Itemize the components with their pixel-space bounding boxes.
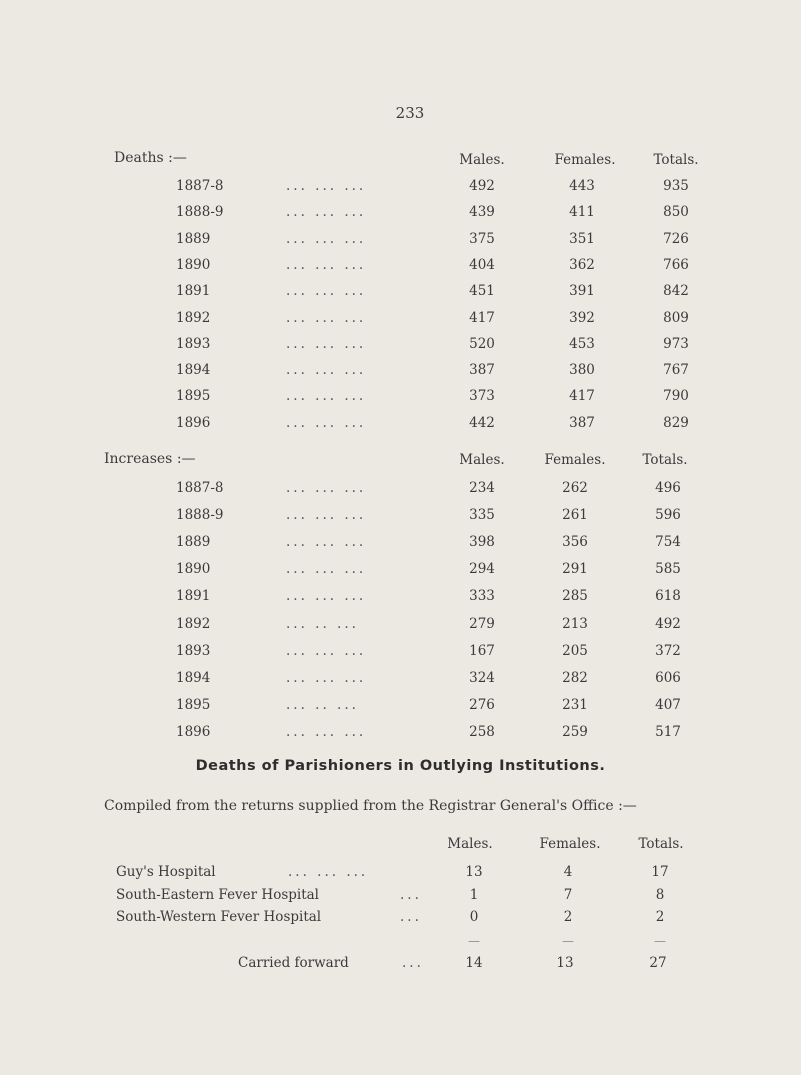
increases-row	[0, 697, 801, 723]
inst-males: 13	[465, 864, 483, 880]
increases-dots: ... ... ...	[286, 561, 367, 578]
deaths-males: 451	[469, 283, 495, 300]
increases-totals: 492	[655, 615, 681, 632]
inst-males: 1	[469, 886, 479, 903]
deaths-totals: 809	[663, 309, 689, 326]
increases-label: 1890	[176, 561, 211, 578]
deaths-totals: 767	[663, 362, 689, 379]
increases-totals: 372	[655, 642, 681, 659]
deaths-label: 1895	[176, 388, 211, 405]
increases-label: 1889	[176, 534, 211, 551]
deaths-females: 392	[569, 309, 595, 326]
increases-dots: ... ... ...	[286, 669, 367, 686]
deaths-label: 1896	[176, 414, 211, 431]
increases-dots: ... .. ...	[286, 615, 359, 632]
increases-males: 258	[469, 723, 495, 740]
deaths-males: 417	[469, 309, 495, 326]
inst-totals: 8	[655, 886, 665, 903]
page-number: 233	[395, 104, 425, 122]
increases-females: 261	[562, 507, 588, 524]
deaths-males: 373	[469, 388, 495, 405]
increases-males: 335	[469, 507, 495, 524]
increases-males: 279	[469, 615, 495, 632]
carried-forward-females: 13	[556, 955, 574, 971]
carried-forward-dots: ...	[402, 955, 424, 971]
deaths-females: 362	[569, 256, 595, 273]
increases-dots: ... .. ...	[286, 696, 359, 713]
inst-label: South-Eastern Fever Hospital	[116, 886, 319, 903]
deaths-row	[0, 310, 801, 336]
carried-forward-row	[0, 955, 801, 981]
increases-females: 291	[562, 561, 588, 578]
increases-dots: ... ... ...	[286, 723, 367, 740]
increases-row	[0, 507, 801, 533]
increases-header-males: Males.	[459, 452, 505, 468]
increases-totals: 618	[655, 588, 681, 605]
inst-totals: 2	[655, 909, 665, 925]
deaths-totals: 842	[663, 283, 689, 300]
increases-males: 333	[469, 588, 495, 605]
increases-label: 1887-8	[176, 480, 224, 496]
deaths-label: 1894	[176, 362, 211, 379]
deaths-label: 1889	[176, 230, 211, 247]
deaths-females: 417	[569, 388, 595, 405]
inst-row	[0, 909, 801, 935]
increases-dots: ... ... ...	[286, 480, 367, 496]
inst-females: 2	[563, 909, 573, 925]
carried-forward-totals: 27	[649, 955, 667, 971]
deaths-row	[0, 388, 801, 414]
increases-totals: 754	[655, 534, 681, 551]
deaths-males: 404	[469, 256, 495, 273]
deaths-label: 1888-9	[176, 204, 224, 221]
deaths-dots: ... ... ...	[286, 256, 367, 273]
increases-row	[0, 561, 801, 587]
increases-label: 1896	[176, 723, 211, 740]
inst-females: 4	[563, 864, 573, 880]
increases-females: 282	[562, 669, 588, 686]
compiled-note: Compiled from the returns supplied from the Registrar General's Office :—	[104, 798, 637, 814]
increases-dots: ... ... ...	[286, 588, 367, 605]
increases-row	[0, 480, 801, 506]
deaths-females: 391	[569, 283, 595, 300]
deaths-females: 453	[569, 335, 595, 352]
increases-females: 285	[562, 588, 588, 605]
deaths-row	[0, 204, 801, 230]
inst-dots: ... ... ...	[288, 864, 369, 880]
increases-totals: 517	[655, 723, 681, 740]
increases-totals: 585	[655, 561, 681, 578]
increases-males: 234	[469, 480, 495, 496]
increases-females: 205	[562, 642, 588, 659]
deaths-dots: ... ... ...	[286, 309, 367, 326]
deaths-totals: 973	[663, 335, 689, 352]
divider-females: —	[562, 934, 574, 948]
deaths-row	[0, 178, 801, 204]
deaths-totals: 766	[663, 256, 689, 273]
increases-row	[0, 670, 801, 696]
increases-dots: ... ... ...	[286, 534, 367, 551]
divider-males: —	[468, 934, 480, 948]
increases-totals: 407	[655, 696, 681, 713]
inst-females: 7	[563, 886, 573, 903]
increases-row	[0, 588, 801, 614]
deaths-dots: ... ... ...	[286, 388, 367, 405]
deaths-males: 387	[469, 362, 495, 379]
increases-totals: 606	[655, 669, 681, 686]
increases-label: 1888-9	[176, 507, 224, 524]
deaths-label: 1887-8	[176, 178, 224, 194]
deaths-females: 351	[569, 230, 595, 247]
deaths-dots: ... ... ...	[286, 414, 367, 431]
deaths-dots: ... ... ...	[286, 362, 367, 379]
inst-header-males: Males.	[447, 836, 493, 852]
increases-males: 167	[469, 642, 495, 659]
inst-label: Guy's Hospital	[116, 864, 216, 880]
inst-label: South-Western Fever Hospital	[116, 909, 322, 925]
carried-forward-males: 14	[465, 955, 483, 971]
increases-males: 324	[469, 669, 495, 686]
increases-females: 231	[562, 696, 588, 713]
deaths-label: 1890	[176, 256, 211, 273]
inst-males: 0	[469, 909, 479, 925]
deaths-totals: 935	[663, 178, 689, 194]
deaths-females: 380	[569, 362, 595, 379]
deaths-totals: 726	[663, 230, 689, 247]
deaths-header-totals: Totals.	[653, 152, 699, 168]
deaths-row	[0, 415, 801, 441]
deaths-label: 1893	[176, 335, 211, 352]
deaths-row	[0, 257, 801, 283]
deaths-males: 520	[469, 335, 495, 352]
deaths-row	[0, 283, 801, 309]
increases-label: 1893	[176, 642, 211, 659]
increases-totals: 596	[655, 507, 681, 524]
deaths-row	[0, 231, 801, 257]
inst-header-totals: Totals.	[638, 836, 684, 852]
increases-males: 294	[469, 561, 495, 578]
deaths-dots: ... ... ...	[286, 283, 367, 300]
deaths-header-females: Females.	[554, 152, 616, 168]
deaths-males: 492	[469, 178, 495, 194]
deaths-label: 1892	[176, 309, 211, 326]
deaths-females: 411	[569, 204, 595, 221]
deaths-totals: 790	[663, 388, 689, 405]
increases-row	[0, 643, 801, 669]
increases-row	[0, 724, 801, 750]
increases-females: 262	[562, 480, 588, 496]
deaths-row	[0, 362, 801, 388]
increases-dots: ... ... ...	[286, 642, 367, 659]
inst-dots: ...	[400, 886, 422, 903]
deaths-females: 387	[569, 414, 595, 431]
increases-row	[0, 534, 801, 560]
increases-males: 276	[469, 696, 495, 713]
deaths-males: 442	[469, 414, 495, 431]
increases-header-females: Females.	[544, 452, 606, 468]
deaths-dots: ... ... ...	[286, 230, 367, 247]
deaths-dots: ... ... ...	[286, 204, 367, 221]
increases-dots: ... ... ...	[286, 507, 367, 524]
increases-label: 1891	[176, 588, 211, 605]
deaths-label: 1891	[176, 283, 211, 300]
inst-totals: 17	[651, 864, 669, 880]
increases-header-totals: Totals.	[642, 452, 688, 468]
deaths-females: 443	[569, 178, 595, 194]
increases-label: Increases :—	[104, 451, 196, 467]
deaths-totals: 850	[663, 204, 689, 221]
deaths-label: Deaths :—	[114, 150, 187, 166]
deaths-row	[0, 336, 801, 362]
increases-label: 1894	[176, 669, 211, 686]
increases-males: 398	[469, 534, 495, 551]
inst-dots: ...	[400, 909, 422, 925]
divider-totals: —	[654, 934, 666, 948]
inst-header-females: Females.	[539, 836, 601, 852]
deaths-dots: ... ... ...	[286, 335, 367, 352]
carried-forward-label: Carried forward	[238, 955, 349, 971]
increases-row	[0, 616, 801, 642]
deaths-males: 375	[469, 230, 495, 247]
increases-females: 259	[562, 723, 588, 740]
increases-females: 356	[562, 534, 588, 551]
increases-label: 1895	[176, 696, 211, 713]
increases-totals: 496	[655, 480, 681, 496]
deaths-totals: 829	[663, 414, 689, 431]
deaths-header-males: Males.	[459, 152, 505, 168]
deaths-males: 439	[469, 204, 495, 221]
deaths-dots: ... ... ...	[286, 178, 367, 194]
institutions-title: Deaths of Parishioners in Outlying Institutions.	[195, 758, 606, 774]
increases-label: 1892	[176, 615, 211, 632]
increases-females: 213	[562, 615, 588, 632]
